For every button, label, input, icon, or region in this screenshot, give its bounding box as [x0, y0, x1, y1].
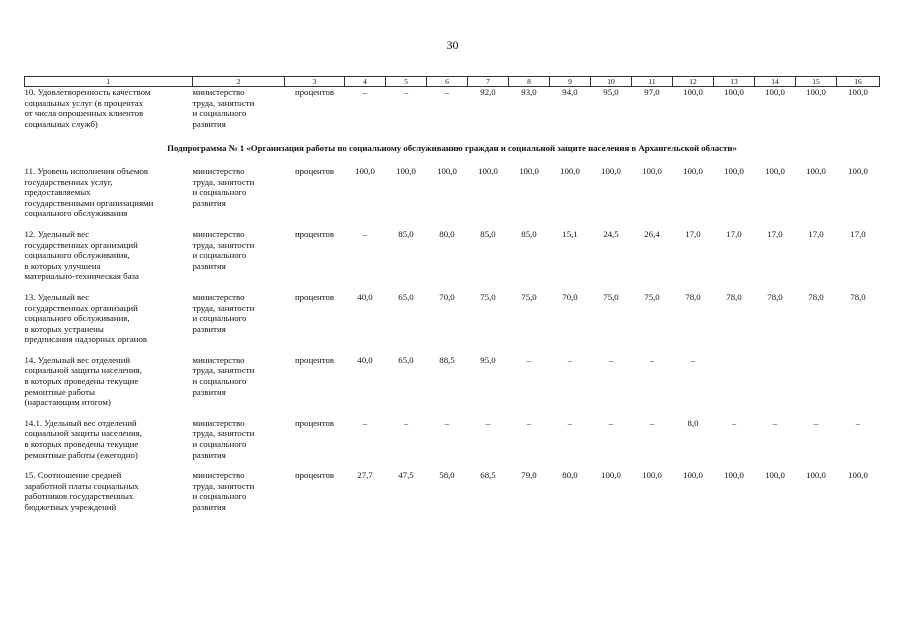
- text-line: и социального: [192, 376, 247, 387]
- text-line: развития: [192, 323, 226, 334]
- text-line: труда, занятости: [192, 239, 255, 250]
- unit: процентов: [294, 87, 335, 97]
- column-number: 13: [714, 77, 755, 87]
- text-line: работников государственных: [24, 491, 134, 502]
- value-cell: 78,0: [726, 291, 742, 302]
- value-cell: –: [362, 228, 368, 239]
- text-line: в которых устранены: [24, 323, 104, 334]
- value-cell: 100,0: [848, 165, 868, 176]
- executor: [193, 355, 285, 408]
- column-number: 1: [25, 77, 193, 87]
- text-line: министерство: [192, 165, 245, 176]
- value-cell: 95,0: [603, 87, 619, 97]
- value-cell: 100,0: [765, 470, 785, 481]
- text-line: 12. Удельный вес: [24, 228, 90, 239]
- text-line: социальной защиты населения,: [24, 365, 142, 376]
- table-row: [25, 470, 880, 512]
- value-cell: –: [731, 417, 737, 428]
- text-line: социального обслуживания,: [24, 313, 130, 324]
- text-line: и социального: [192, 439, 247, 450]
- indicator-name: [25, 355, 193, 408]
- text-line: министерство: [192, 470, 245, 481]
- value-cell: –: [362, 417, 368, 428]
- text-line: социальных услуг (в процентах: [24, 97, 144, 108]
- value-cell: 78,0: [767, 291, 783, 302]
- value-cell: –: [485, 417, 491, 428]
- value-cell: 100,0: [848, 87, 868, 97]
- value-cell: 26,4: [644, 228, 660, 239]
- value-cell: 80,0: [439, 228, 455, 239]
- value-cell: 100,0: [642, 165, 662, 176]
- unit: процентов: [294, 228, 335, 239]
- column-number: 6: [427, 77, 468, 87]
- value-cell: 17,0: [850, 228, 866, 239]
- value-cell: 100,0: [355, 165, 375, 176]
- value-cell: 100,0: [683, 165, 703, 176]
- column-number: 12: [673, 77, 714, 87]
- value-cell: 58,0: [439, 470, 455, 481]
- text-line: министерство: [192, 354, 245, 365]
- text-line: труда, занятости: [192, 365, 255, 376]
- value-cell: 100,0: [519, 165, 539, 176]
- value-cell: 100,0: [724, 165, 744, 176]
- text-line: социального обслуживания: [24, 208, 128, 219]
- text-line: 14.1. Удельный вес отделений: [24, 417, 137, 428]
- value-cell: [837, 355, 880, 408]
- column-number: 7: [468, 77, 509, 87]
- value-cell: 78,0: [808, 291, 824, 302]
- text-line: и социального: [192, 491, 247, 502]
- table-row: [25, 292, 880, 345]
- value-cell: 100,0: [601, 165, 621, 176]
- value-cell: –: [403, 417, 409, 428]
- page-number: 30: [446, 38, 459, 52]
- value-cell: –: [649, 417, 655, 428]
- indicators-table: [24, 76, 880, 513]
- text-line: и социального: [192, 108, 247, 119]
- indicator-name: [25, 292, 193, 345]
- text-line: в которых проведены текущие: [24, 439, 139, 450]
- value-cell: 100,0: [765, 165, 785, 176]
- table-row: [25, 166, 880, 219]
- value-cell: 75,0: [521, 291, 537, 302]
- value-cell: 88,5: [439, 354, 455, 365]
- text-line: министерство: [192, 87, 245, 97]
- unit: процентов: [294, 417, 335, 428]
- value-cell: 100,0: [724, 87, 744, 97]
- text-line: предоставляемых: [24, 187, 91, 198]
- text-line: государственными организациями: [24, 197, 154, 208]
- value-cell: –: [608, 354, 614, 365]
- unit: процентов: [294, 470, 335, 481]
- text-line: заработной платы социальных: [24, 480, 139, 491]
- text-line: государственных организаций: [24, 239, 138, 250]
- value-cell: –: [444, 417, 450, 428]
- value-cell: 17,0: [685, 228, 701, 239]
- value-cell: 70,0: [439, 291, 455, 302]
- value-cell: 75,0: [480, 291, 496, 302]
- value-cell: –: [772, 417, 778, 428]
- text-line: труда, занятости: [192, 428, 255, 439]
- executor: [193, 87, 285, 130]
- value-cell: 8,0: [687, 417, 699, 428]
- column-number: 10: [591, 77, 632, 87]
- subprogram-row: [25, 139, 880, 166]
- table-row: [25, 355, 880, 408]
- text-line: и социального: [192, 187, 247, 198]
- table-row: [25, 229, 880, 282]
- executor: [193, 418, 285, 460]
- text-line: министерство: [192, 417, 245, 428]
- text-line: труда, занятости: [192, 302, 255, 313]
- text-line: труда, занятости: [192, 97, 255, 108]
- value-cell: 97,0: [644, 87, 660, 97]
- value-cell: 78,0: [850, 291, 866, 302]
- text-line: социальной защиты населения,: [24, 428, 142, 439]
- value-cell: –: [649, 354, 655, 365]
- text-line: в которых улучшена: [24, 260, 101, 271]
- column-number: 2: [193, 77, 285, 87]
- executor: [193, 470, 285, 512]
- executor: [193, 166, 285, 219]
- column-number: 14: [755, 77, 796, 87]
- value-cell: 68,5: [480, 470, 496, 481]
- value-cell: 17,0: [726, 228, 742, 239]
- value-cell: 100,0: [765, 87, 785, 97]
- value-cell: 100,0: [396, 165, 416, 176]
- value-cell: 94,0: [562, 87, 578, 97]
- text-line: 14. Удельный вес отделений: [24, 354, 131, 365]
- value-cell: 70,0: [562, 291, 578, 302]
- value-cell: –: [567, 417, 573, 428]
- value-cell: 85,0: [480, 228, 496, 239]
- text-line: развития: [192, 386, 226, 397]
- column-number: 3: [285, 77, 345, 87]
- column-number: 16: [837, 77, 880, 87]
- value-cell: 100,0: [724, 470, 744, 481]
- value-cell: 100,0: [601, 470, 621, 481]
- unit: процентов: [294, 165, 335, 176]
- value-cell: 100,0: [683, 470, 703, 481]
- text-line: ремонтные работы: [24, 386, 95, 397]
- text-line: предписания надзорных органов: [24, 334, 148, 345]
- text-line: и социального: [192, 313, 247, 324]
- value-cell: –: [526, 417, 532, 428]
- text-line: 10. Удовлетворенность качеством: [24, 87, 151, 97]
- text-line: ремонтные работы (ежегодно): [24, 449, 138, 460]
- indicator-name: [25, 470, 193, 512]
- value-cell: 85,0: [521, 228, 537, 239]
- executor: [193, 292, 285, 345]
- text-line: 11. Уровень исполнения объемов: [24, 165, 149, 176]
- unit: процентов: [294, 354, 335, 365]
- value-cell: 95,0: [480, 354, 496, 365]
- value-cell: 24,5: [603, 228, 619, 239]
- column-number: 9: [550, 77, 591, 87]
- value-cell: 85,0: [398, 228, 414, 239]
- value-cell: –: [444, 87, 450, 97]
- value-cell: 65,0: [398, 354, 414, 365]
- text-line: бюджетных учреждений: [24, 502, 117, 512]
- value-cell: 100,0: [560, 165, 580, 176]
- value-cell: 100,0: [642, 470, 662, 481]
- value-cell: –: [813, 417, 819, 428]
- value-cell: 93,0: [521, 87, 537, 97]
- table-row: [25, 418, 880, 460]
- value-cell: 100,0: [437, 165, 457, 176]
- column-number: 11: [632, 77, 673, 87]
- executor: [193, 229, 285, 282]
- value-cell: –: [608, 417, 614, 428]
- indicator-name: [25, 87, 193, 130]
- value-cell: –: [362, 87, 368, 97]
- text-line: развития: [192, 502, 226, 512]
- value-cell: 75,0: [644, 291, 660, 302]
- value-cell: 100,0: [806, 165, 826, 176]
- unit: процентов: [294, 291, 335, 302]
- text-line: государственных организаций: [24, 302, 138, 313]
- text-line: государственных услуг,: [24, 176, 113, 187]
- column-number: 8: [509, 77, 550, 87]
- text-line: развития: [192, 449, 226, 460]
- text-line: труда, занятости: [192, 176, 255, 187]
- text-line: социального обслуживания,: [24, 250, 130, 261]
- value-cell: 79,0: [521, 470, 537, 481]
- value-cell: –: [690, 354, 696, 365]
- indicator-name: [25, 229, 193, 282]
- value-cell: –: [403, 87, 409, 97]
- column-number: 5: [386, 77, 427, 87]
- value-cell: 17,0: [808, 228, 824, 239]
- text-line: развития: [192, 118, 226, 129]
- table-row: [25, 87, 880, 130]
- value-cell: 47,5: [398, 470, 414, 481]
- column-number: 15: [796, 77, 837, 87]
- value-cell: –: [567, 354, 573, 365]
- text-line: в которых проведены текущие: [24, 376, 139, 387]
- value-cell: 100,0: [478, 165, 498, 176]
- indicator-name: [25, 166, 193, 219]
- value-cell: [714, 355, 755, 408]
- value-cell: 65,0: [398, 291, 414, 302]
- value-cell: 78,0: [685, 291, 701, 302]
- value-cell: 100,0: [806, 87, 826, 97]
- value-cell: 100,0: [806, 470, 826, 481]
- value-cell: 17,0: [767, 228, 783, 239]
- text-line: и социального: [192, 250, 247, 261]
- text-line: министерство: [192, 291, 245, 302]
- text-line: 15. Соотношение средней: [24, 470, 122, 481]
- value-cell: 80,0: [562, 470, 578, 481]
- text-line: 13. Удельный вес: [24, 291, 90, 302]
- value-cell: 100,0: [683, 87, 703, 97]
- column-number-header: [25, 77, 880, 87]
- text-line: от числа опрошенных клиентов: [24, 108, 144, 119]
- text-line: труда, занятости: [192, 480, 255, 491]
- value-cell: 92,0: [480, 87, 496, 97]
- column-number: 4: [345, 77, 386, 87]
- value-cell: –: [526, 354, 532, 365]
- value-cell: –: [855, 417, 861, 428]
- subprogram-title: Подпрограмма № 1 «Организация работы по социальному обслуживанию граждан и социальной защите населения в Архангельской области»: [167, 143, 737, 154]
- value-cell: [796, 355, 837, 408]
- value-cell: [755, 355, 796, 408]
- indicator-name: [25, 418, 193, 460]
- text-line: (нарастающим итогом): [24, 397, 111, 408]
- text-line: социальных служб): [24, 118, 98, 129]
- text-line: министерство: [192, 228, 245, 239]
- text-line: развития: [192, 260, 226, 271]
- value-cell: 75,0: [603, 291, 619, 302]
- value-cell: 100,0: [848, 470, 868, 481]
- value-cell: 40,0: [357, 354, 373, 365]
- value-cell: 27,7: [357, 470, 373, 481]
- text-line: развития: [192, 197, 226, 208]
- value-cell: 40,0: [357, 291, 373, 302]
- text-line: материально-техническая база: [24, 271, 139, 282]
- value-cell: 15,1: [562, 228, 578, 239]
